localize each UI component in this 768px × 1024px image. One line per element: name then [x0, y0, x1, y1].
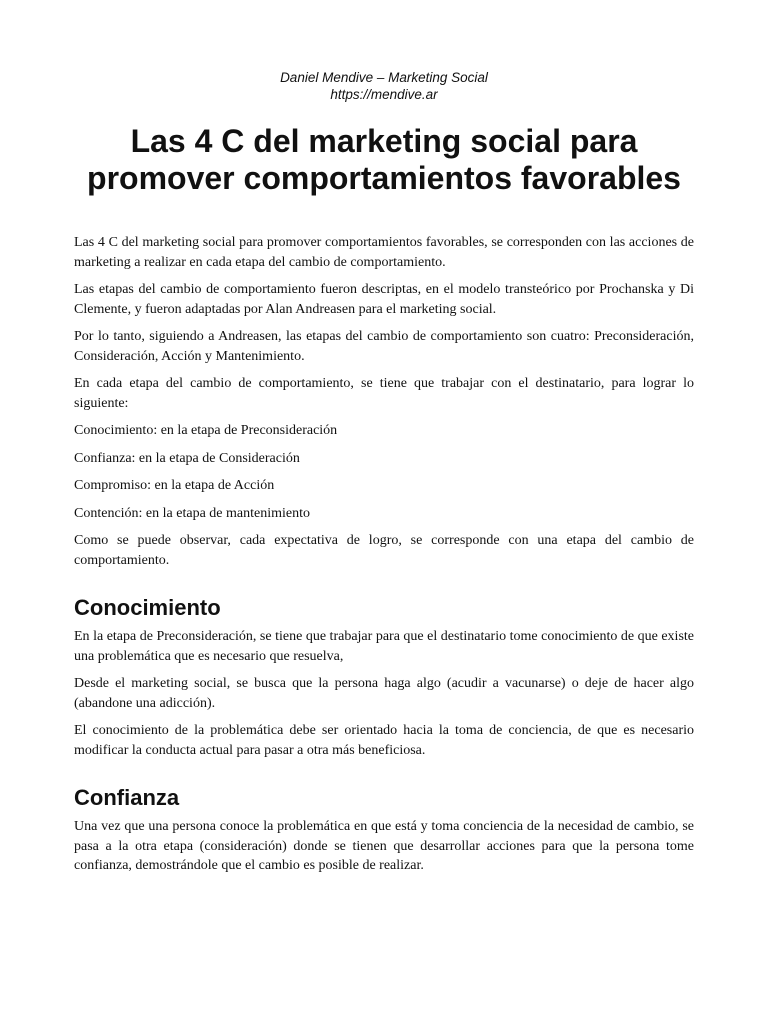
intro-paragraph: Las 4 C del marketing social para promover comportamientos favorables, se corresponden con las acciones de marketing a realizar en cada etapa del cambio de comportamiento.	[74, 235, 694, 270]
goal-item-confianza: Confianza: en la etapa de Consideración	[74, 450, 300, 466]
section-paragraph: El conocimiento de la problemática debe ser orientado hacia la toma de conciencia, de que es necesario modificar la conducta actual para pasar a otra más beneficiosa.	[74, 723, 694, 758]
intro-paragraph: Como se puede observar, cada expectativa de logro, se corresponde con una etapa del cambio de comportamiento.	[74, 533, 694, 568]
section-paragraph: En la etapa de Preconsideración, se tiene que trabajar para que el destinatario tome conocimiento de que existe una problemática que es necesario que resuelva,	[74, 629, 694, 664]
intro-paragraph: Las etapas del cambio de comportamiento fueron descriptas, en el modelo transteórico por Prochanska y Di Clemente, y fueron adaptadas por Alan Andreasen para el marketing social.	[74, 282, 694, 317]
goal-item-contencion: Contención: en la etapa de mantenimiento	[74, 505, 310, 521]
author-url: https://mendive.ar	[330, 87, 438, 102]
section-paragraph: Desde el marketing social, se busca que la persona haga algo (acudir a vacunarse) o deje de hacer algo (abandone una adicción).	[74, 676, 694, 711]
document-title: Las 4 C del marketing social para promover comportamientos favorables	[87, 123, 681, 196]
document-header	[74, 69, 694, 103]
goal-item-conocimiento: Conocimiento: en la etapa de Preconsideración	[74, 423, 338, 438]
document-page	[74, 0, 694, 884]
goal-item-compromiso: Compromiso: en la etapa de Acción	[74, 478, 275, 493]
author-line: Daniel Mendive – Marketing Social	[280, 70, 488, 85]
intro-paragraph: Por lo tanto, siguiendo a Andreasen, las etapas del cambio de comportamiento son cuatro: Preconsideración, Consideración, Acción y Mantenimiento.	[74, 329, 694, 364]
section-heading-confianza: Confianza	[74, 785, 180, 810]
intro-paragraph: En cada etapa del cambio de comportamiento, se tiene que trabajar con el destinatario, para lograr lo siguiente:	[74, 376, 694, 411]
section-paragraph: Una vez que una persona conoce la problemática en que está y toma conciencia de la necesidad de cambio, se pasa a la otra etapa (consideración) donde se tienen que desarrollar acciones para que la persona tome confianza, demostrándole que el cambio es posible de realizar.	[74, 819, 694, 873]
document-body	[74, 233, 694, 876]
section-heading-conocimiento: Conocimiento	[74, 595, 221, 620]
